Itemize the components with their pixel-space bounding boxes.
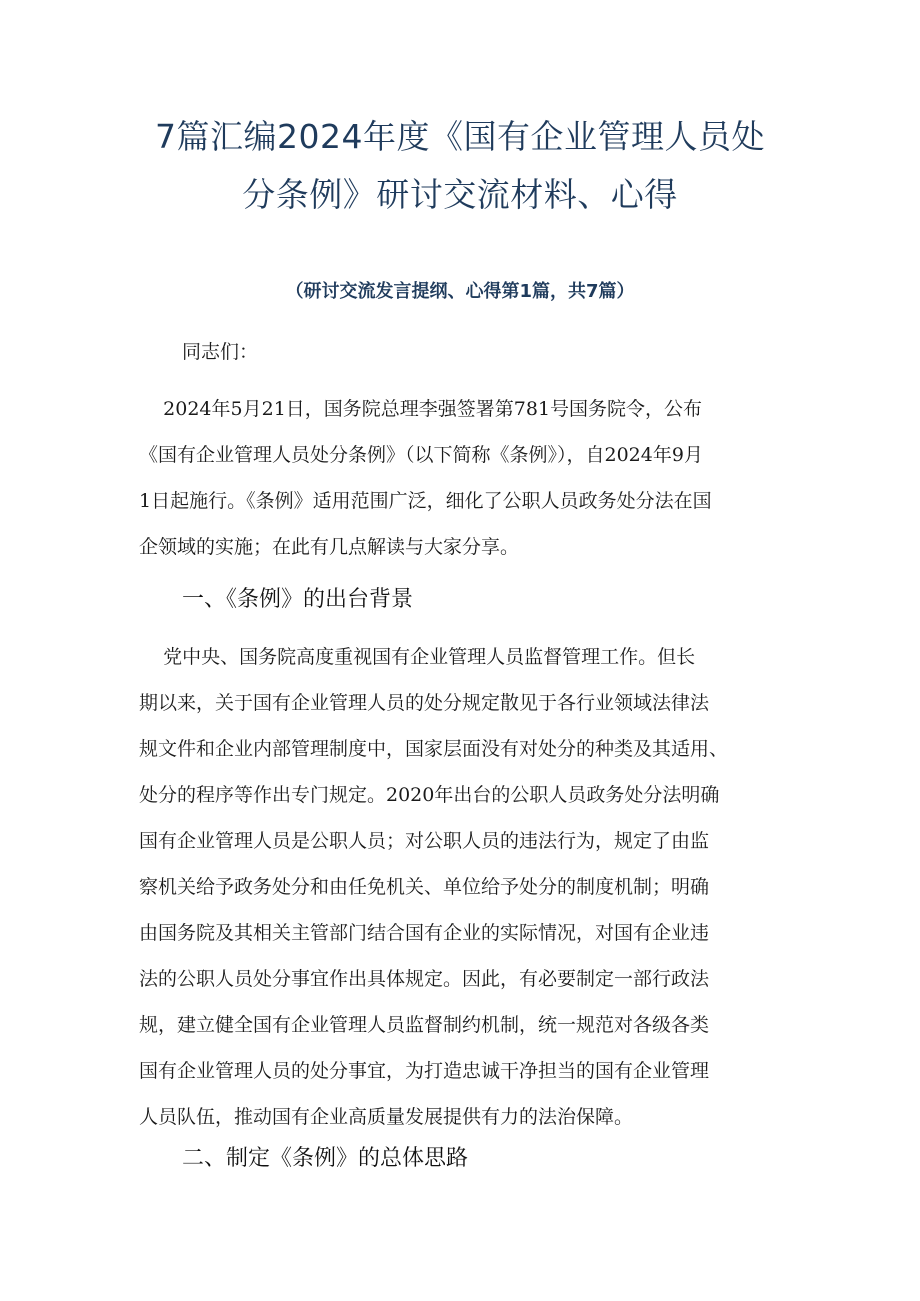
title-line: 7篇汇编2024年度《国有企业管理人员处 xyxy=(155,117,765,156)
paragraph-line: 国有企业管理人员的处分事宜，为打造忠诚干净担当的国有企业管理 xyxy=(139,1060,710,1082)
paragraph-line: 《国有企业管理人员处分条例》（以下简称《条例》），自2024年9月 xyxy=(139,444,703,466)
paragraph-line: 规，建立健全国有企业管理人员监督制约机制，统一规范对各级各类 xyxy=(139,1014,710,1036)
paragraph-line: 期以来，关于国有企业管理人员的处分规定散见于各行业领域法律法 xyxy=(139,692,710,714)
document-subtitle: （研讨交流发言提纲、心得第1篇，共7篇） xyxy=(285,281,635,302)
document-title xyxy=(120,108,800,224)
paragraph-line: 党中央、国务院高度重视国有企业管理人员监督管理工作。但长 xyxy=(139,646,696,668)
paragraph-line: 察机关给予政务处分和由任免机关、单位给予处分的制度机制；明确 xyxy=(139,876,710,898)
paragraph-line: 人员队伍，推动国有企业高质量发展提供有力的法治保障。 xyxy=(139,1106,634,1128)
paragraph-line: 处分的程序等作出专门规定。2020年出台的公职人员政务处分法明确 xyxy=(139,784,720,806)
paragraph-line: 国有企业管理人员是公职人员；对公职人员的违法行为，规定了由监 xyxy=(139,830,710,852)
title-line: 分条例》研讨交流材料、心得 xyxy=(242,175,678,214)
paragraph-line: 2024年5月21日，国务院总理李强签署第781号国务院令，公布 xyxy=(139,398,703,420)
paragraph-line: 企领域的实施；在此有几点解读与大家分享。 xyxy=(139,536,520,558)
intro-paragraph xyxy=(139,386,799,570)
paragraph-line: 由国务院及其相关主管部门结合国有企业的实际情况，对国有企业违 xyxy=(139,922,710,944)
section-heading-1: 一、《条例》的出台背景 xyxy=(182,587,414,612)
greeting: 同志们： xyxy=(182,341,259,363)
paragraph-line: 1日起施行。《条例》适用范围广泛，细化了公职人员政务处分法在国 xyxy=(139,490,712,512)
paragraph-line: 法的公职人员处分事宜作出具体规定。因此，有必要制定一部行政法 xyxy=(139,968,710,990)
paragraph-line: 规文件和企业内部管理制度中，国家层面没有对处分的种类及其适用、 xyxy=(139,738,729,760)
section-heading-2: 二、制定《条例》的总体思路 xyxy=(182,1146,469,1171)
section-1-paragraph xyxy=(139,634,799,1140)
